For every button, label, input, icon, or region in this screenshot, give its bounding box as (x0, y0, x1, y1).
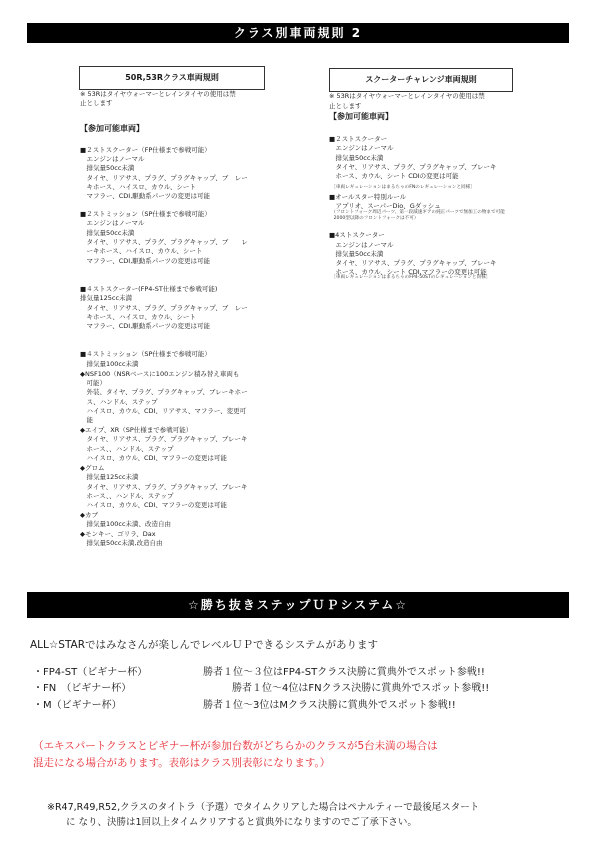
rule-line: マフラー、CDI,駆動系パーツの変更は可能 (80, 322, 211, 330)
rule-line: ◆NSF100（NSRベースに100エンジン積み替え車両も (80, 370, 240, 378)
rule-line: 排気量50cc未満 (329, 250, 384, 258)
rule-line: エンジンはノーマル (329, 144, 394, 152)
rule-line: 外装、タイヤ、プラグ、プラグキャップ、ブレーキホー (80, 388, 248, 396)
box-title-50r53r: 50R,53Rクラス車両規則 (79, 66, 265, 90)
rule-line: 排気量125cc未満 (80, 294, 133, 302)
rule-line: ■オールスター特別ルール (329, 193, 407, 201)
rule-line: ［車両レギュレーションはまるちゃのFNのレギュレーションと同様］ (329, 185, 475, 190)
red-note-line: （エキスパートクラスとビギナー杯が参加台数がどちらかのクラスが5台未満の場合は (33, 740, 438, 752)
class-result-text: 勝者１位～３位はFP4-STクラス決勝に賞典外でスポット参戦!! (203, 667, 485, 678)
rule-line: タイヤ、リアサス、プラグ、プラグキャップ、ブレーキ (80, 435, 248, 443)
rule-line: タイヤ、リアサス、プラグ、プラグキャップ、ブレーキ (329, 259, 497, 267)
rule-line: ※ 53Rはタイヤウォーマーとレインタイヤの使用は禁 (329, 92, 485, 100)
penalty-note-line: ※R47,R49,R52,クラスのタイトラ（予選）でタイムクリアした場合はペナルティーで最後尾スタート (47, 802, 480, 813)
rule-line: ■4ストスクーター (329, 231, 385, 239)
rule-line: ■４ストミッション（SP仕様まで参戦可能） (80, 350, 211, 358)
rule-line: ホース、カウル、シート CDI,マフラーの変更は可能 (329, 268, 487, 276)
rule-line: 可能） (80, 379, 106, 387)
class-label: ・FP4-ST（ビギナー杯） (33, 667, 148, 678)
rule-line: ◆モンキー、ゴリラ、Dax (80, 530, 156, 538)
rule-line: 排気量125cc未満 (80, 473, 139, 481)
rule-line: ［車両レギュレーションはまるちゃのFP4-50STのレギュレーションと同様］ (329, 275, 491, 280)
red-note-line: 混走になる場合があります。表彰はクラス別表彰になります。） (33, 757, 331, 769)
intro-text: ALL☆STARではみなさんが楽しんでレベルＵＰできるシステムがあります (30, 639, 378, 651)
rule-line: タイヤ、リアサス、プラグ、プラグキャップ、ブ レー (80, 174, 248, 182)
rule-line: アプリオ、スーパーDio、Gダッシュ (329, 202, 441, 210)
rule-line: ハイスロ、カウル、CDI、マフラーの変更は可能 (80, 454, 227, 462)
rule-line: 【参加可能車両】 (80, 124, 144, 133)
red-note (33, 738, 438, 772)
rule-line: 排気量50cc未満,改造自由 (80, 539, 163, 547)
rule-line: ハイスロ、カウル、CDI、リアサス、マフラー、変更可 (80, 407, 247, 415)
rule-line: 排気量100cc未満 (80, 360, 139, 368)
page-title: クラス別車両規則 2 (27, 23, 569, 43)
rule-line: ーキホース、ハイスロ、カウル、シート (80, 247, 203, 255)
rule-line: 止とします (80, 99, 113, 107)
rule-line: ス、ハンドル、ステップ (80, 398, 158, 406)
rule-line: 排気量50cc未満 (80, 229, 135, 237)
rule-line: 排気量50cc未満 (329, 154, 384, 162)
rule-line: 能 (80, 416, 93, 424)
rule-line: ◆エイプ、XR（SP仕様まで参戦可能） (80, 426, 193, 434)
rule-line: ※ 53Rはタイヤウォーマーとレインタイヤの使用は禁 (80, 90, 236, 98)
rule-line: ホース、カウル、シート CDIの変更は可能 (329, 172, 459, 180)
box-title-scooter-challenge: スクーターチャレンジ車両規則 (329, 68, 513, 92)
rule-line: タイヤ、リアサス、プラグ、プラグキャップ、ブレーキ (80, 483, 248, 491)
class-label: ・FN （ビギナー杯） (33, 683, 132, 694)
rule-line: ◆カブ (80, 511, 98, 519)
section-title-step-up: ☆勝ち抜きステップＵＰシステム☆ (27, 592, 569, 618)
rule-line: ハイスロ、カウル、CDI、マフラーの変更は可能 (80, 501, 227, 509)
rule-line: 止とします (329, 102, 362, 110)
class-result-text: 勝者１位～4位はFNクラス決勝に賞典外でスポット参戦!! (232, 683, 490, 694)
rule-line: ホース、、ハンドル、ステップ (80, 492, 174, 500)
rule-line: マフラー、CDI,駆動系パーツの変更は可能 (80, 192, 211, 200)
rule-line: エンジンはノーマル (80, 219, 145, 227)
rule-line: タイヤ、リアサス、プラグ、プラグキャップ、ブレーキ (329, 163, 497, 171)
rule-line: タイヤ、リアサス、プラグ、プラグキャップ、ブ レー (80, 304, 248, 312)
rule-line: 2000型以降のフロントフォークは不可） (329, 216, 419, 221)
rule-line: ■４ストスクーター(FP4-ST仕様まで参戦可能) (80, 285, 218, 293)
class-result-text: 勝者１位～3位はMクラス決勝に賞典外でスポット参戦!! (203, 700, 456, 711)
penalty-note (47, 800, 479, 830)
rule-line: マフラー、CDI,駆動系パーツの変更は可能 (80, 257, 211, 265)
rule-line: エンジンはノーマル (329, 241, 394, 249)
rule-line: ■２ストミッション（SP仕様まで参戦可能） (80, 210, 211, 218)
rule-line: 排気量50cc未満 (80, 164, 135, 172)
penalty-note-line: に なり、決勝は1回以上タイムクリアすると賞典外になりますのでご了承下さい。 (47, 817, 417, 828)
rule-line: タイヤ、リアサス、プラグ、プラグキャップ、ブ レ (80, 238, 248, 246)
rule-line: キホース、ハイスロ、カウル、シート (80, 183, 196, 191)
rule-line: ■２ストスクーター（FP仕様まで参戦可能） (80, 146, 211, 154)
class-label: ・M（ビギナー杯） (33, 700, 122, 711)
rule-line: ■２ストスクーター (329, 135, 388, 143)
rule-line: ホース、、ハンドル、ステップ (80, 445, 174, 453)
rule-line: ◆グロム (80, 464, 105, 472)
rule-line: 【参加可能車両】 (329, 112, 393, 121)
rule-line: （フロントフォーク周辺パーツ、第一段減速ギアの純正パーツで無加工の物まで可能 (329, 210, 505, 215)
rule-line: キホース、ハイスロ、カウル、シート (80, 313, 196, 321)
rule-line: エンジンはノーマル (80, 155, 145, 163)
rule-line: 排気量100cc未満、改造自由 (80, 520, 172, 528)
